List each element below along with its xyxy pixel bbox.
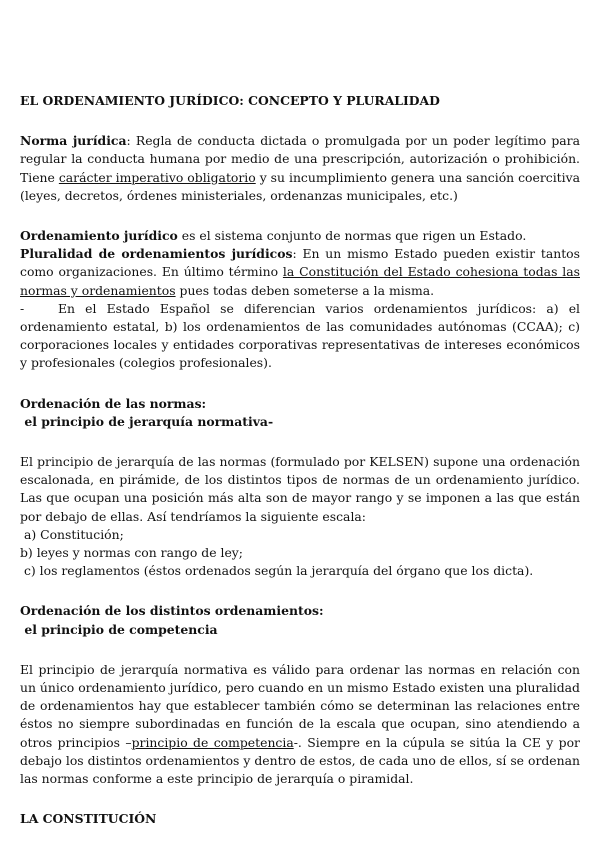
pluralidad-text-2: pues todas deben someterse a la misma.	[175, 282, 435, 298]
norma-juridica-paragraph	[20, 132, 580, 205]
ordenamiento-paragraph	[20, 227, 580, 245]
ordenamientos-heading-line2: el principio de competencia	[20, 621, 218, 637]
jerarquia-item-a: a) Constitución;	[20, 526, 124, 542]
competencia-paragraph	[20, 661, 580, 788]
ordenamiento-text: es el sistema conjunto de normas que rigen un Estado.	[177, 228, 527, 244]
norma-text-2: y su incumplimiento genera una sanción coercitiva (leyes, decretos, órdenes ministeriales, ordenanzas municipales, etc.)	[20, 169, 580, 203]
pluralidad-paragraph	[20, 245, 580, 300]
norma-text-1: : Regla de conducta dictada o promulgada por un poder legítimo para regular la conducta humana por medio de una prescripción, autorización o prohibición. Tiene	[20, 133, 580, 185]
competencia-text-1: El principio de jerarquía normativa es válido para ordenar las normas en relación con un único ordenamiento jurídico, pero cuando en un mismo Estado existen una pluralidad de ordenamientos hay que establecer también cómo se determinan las relaciones entre éstos no siempre subordinadas en función de la escala que ocupan, sino atendiendo a otros principios –	[20, 661, 580, 750]
jerarquia-paragraph: El principio de jerarquía de las normas (formulado por KELSEN) supone una ordenación escalonada, en pirámide, de los distintos tipos de normas de un ordenamiento jurídico. Las que ocupan una posición más alta son de mayor rango y se imponen a las que están por debajo de ellas. Así tendríamos la siguiente escala:	[20, 454, 580, 524]
norma-underline: carácter imperativo obligatorio	[58, 169, 256, 185]
normas-heading-line1: Ordenación de las normas:	[20, 395, 207, 411]
document-title: EL ORDENAMIENTO JURÍDICO: CONCEPTO Y PLURALIDAD	[20, 93, 440, 108]
constitucion-heading: LA CONSTITUCIÓN	[20, 811, 157, 827]
competencia-text-2: -. Siempre en la cúpula se sitúa la CE y por debajo los distintos ordenamientos y dentro de estos, de cada uno de ellos, sí se ordenan las normas conforme a este principio de jerarquía o piramidal.	[20, 734, 580, 787]
norma-term: Norma jurídica	[20, 133, 127, 149]
ordenamientos-heading-line1: Ordenación de los distintos ordenamientos:	[20, 603, 324, 619]
jerarquia-item-c: c) los reglamentos (éstos ordenados según la jerarquía del órgano que los dicta).	[20, 563, 534, 579]
espanol-text: En el Estado Español se diferencian varios ordenamientos jurídicos: a) el ordenamiento estatal, b) los ordenamientos de las comunidades autónomas (CCAA); c) corporaciones locales y entidades corporativas representativas de intereses económicos y profesionales (colegios profesionales).	[20, 300, 580, 371]
ordenamiento-term: Ordenamiento jurídico	[20, 228, 178, 244]
pluralidad-term: Pluralidad de ordenamientos jurídicos	[20, 246, 293, 262]
document-page	[20, 92, 580, 829]
jerarquia-item-b: b) leyes y normas con rango de ley;	[20, 545, 243, 561]
espanol-paragraph	[20, 300, 580, 373]
pluralidad-underline: la Constitución del Estado cohesiona todas las normas y ordenamientos	[20, 264, 580, 298]
pluralidad-text-1: : En un mismo Estado pueden existir tantos como organizaciones. En último término	[20, 246, 580, 280]
normas-heading-line2: el principio de jerarquía normativa-	[20, 413, 274, 429]
list-dash: -	[20, 300, 25, 316]
competencia-underline: principio de competencia	[131, 734, 294, 750]
